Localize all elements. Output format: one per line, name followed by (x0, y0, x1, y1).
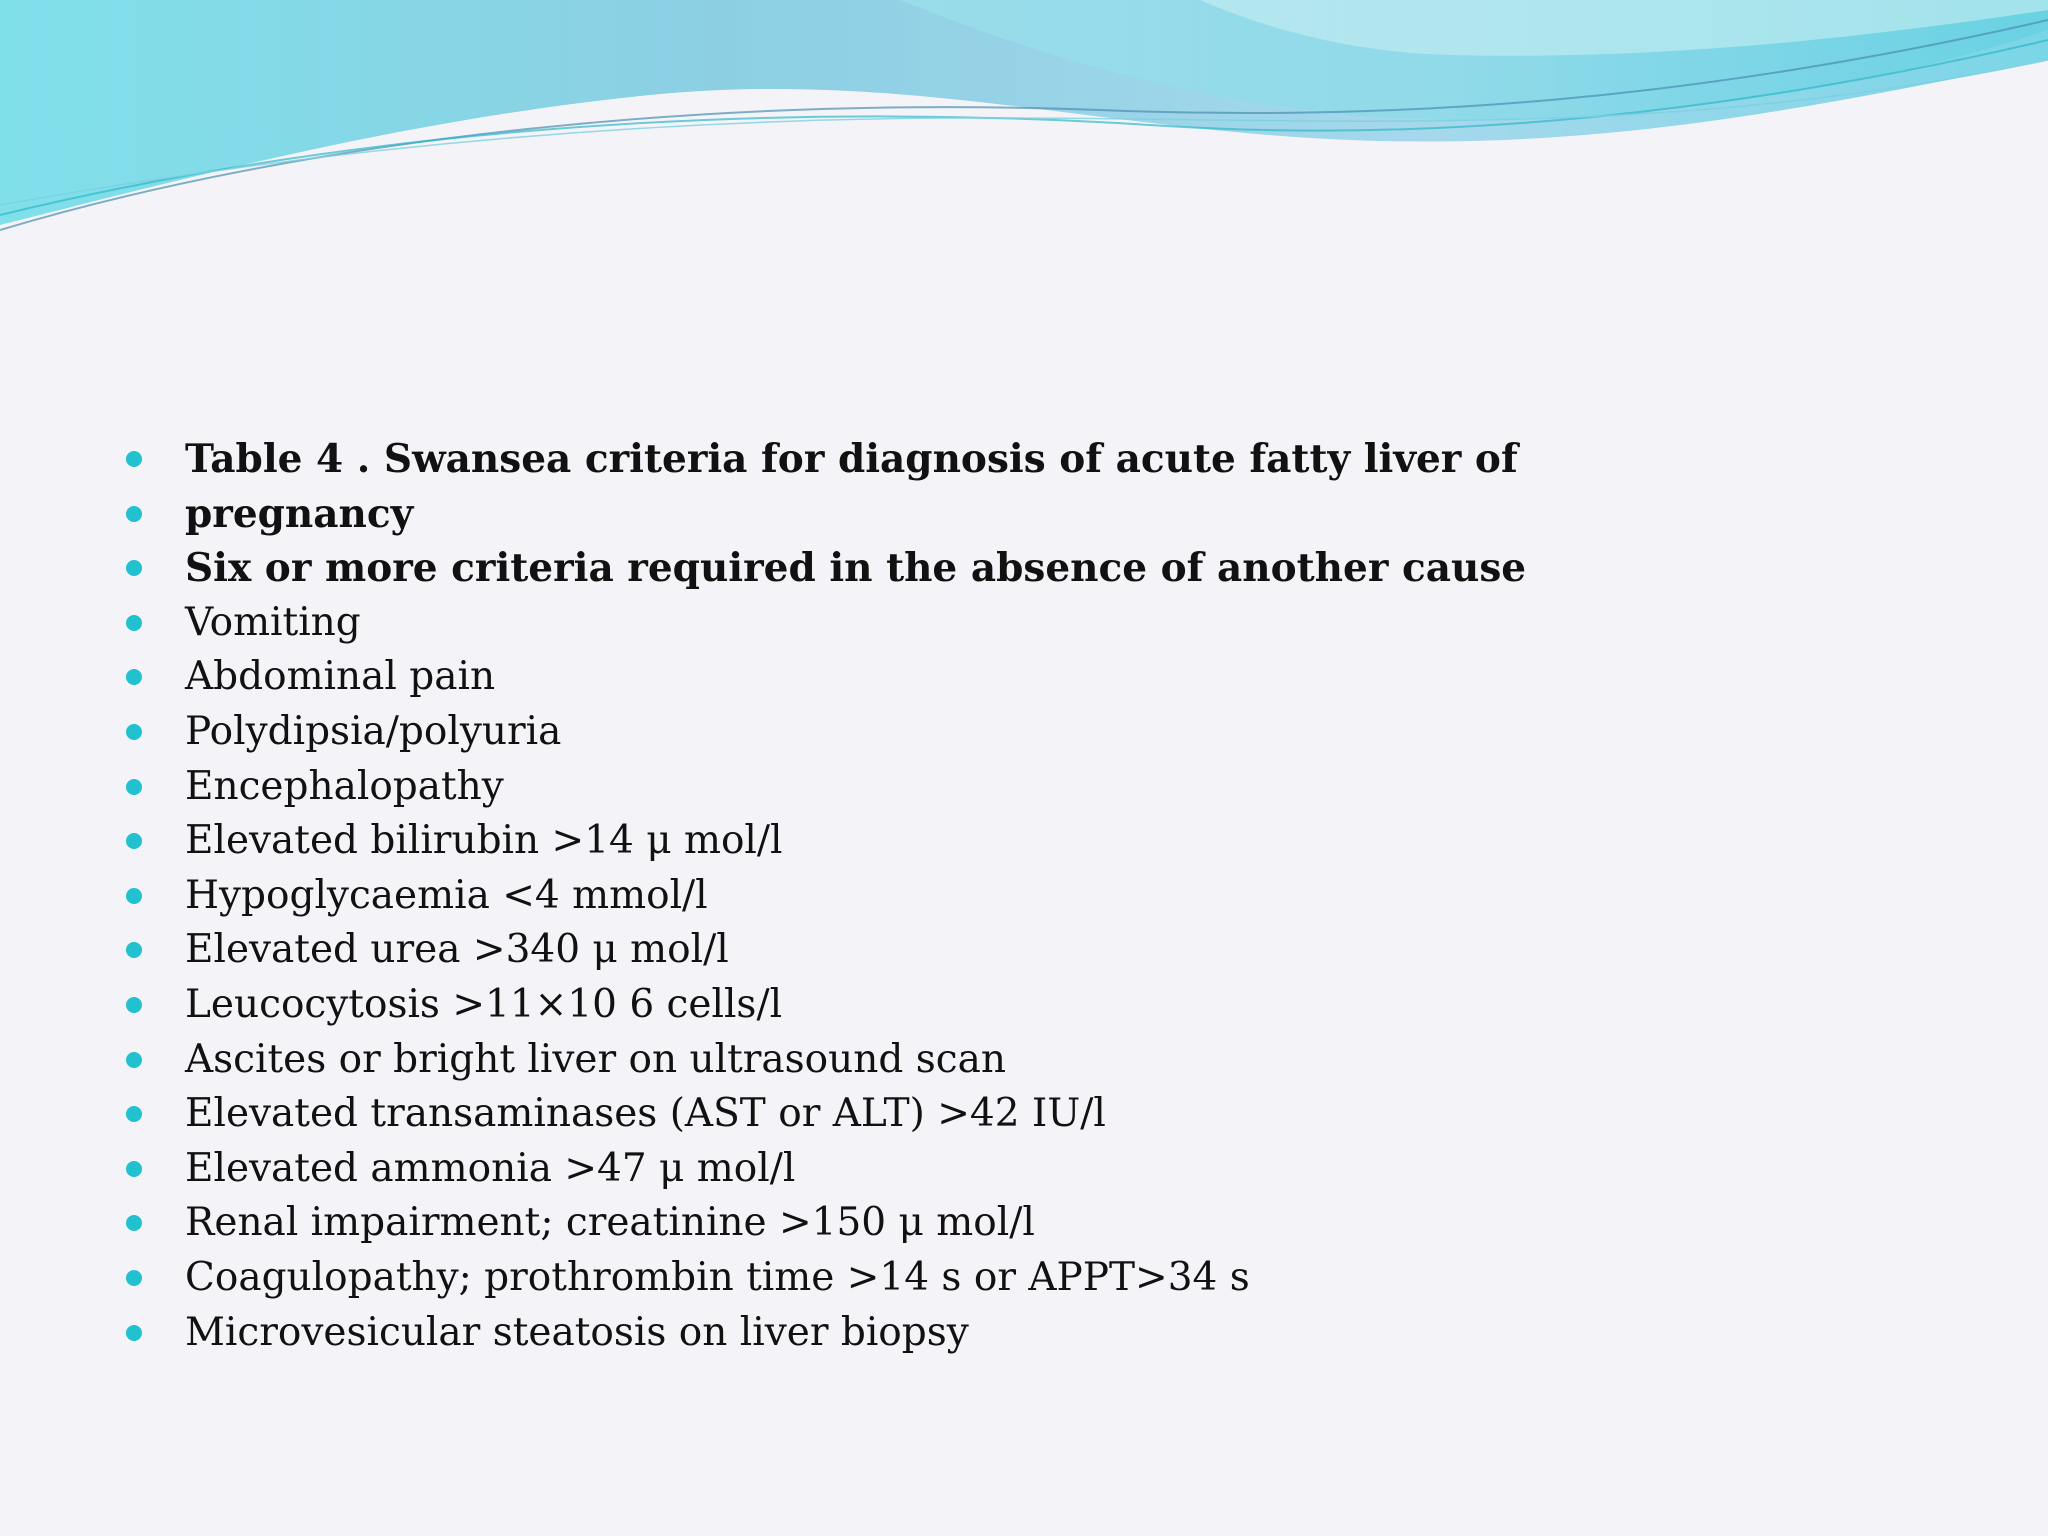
bullet-dot-icon (126, 997, 142, 1013)
bullet-dot-icon (126, 560, 142, 576)
list-item (120, 432, 1920, 487)
list-item-text: Elevated transaminases (AST or ALT) >42 IU/l (185, 1091, 1106, 1137)
bullet-dot-icon (126, 1215, 142, 1231)
criteria-list (120, 432, 1920, 1360)
list-item (120, 978, 1920, 1033)
list-item (120, 923, 1920, 978)
content-area (120, 432, 1920, 1360)
list-item (120, 1196, 1920, 1251)
list-item-text: Leucocytosis >11×10 6 cells/l (185, 981, 783, 1027)
bullet-dot-icon (126, 669, 142, 685)
list-item-text: pregnancy (185, 490, 414, 537)
list-item (120, 814, 1920, 869)
bullet-dot-icon (126, 724, 142, 740)
bullet-dot-icon (126, 506, 142, 522)
bullet-dot-icon (126, 1106, 142, 1122)
bullet-dot-icon (126, 451, 142, 467)
list-item-text: Renal impairment; creatinine >150 μ mol/l (185, 1200, 1035, 1246)
list-item (120, 1251, 1920, 1306)
list-item (120, 705, 1920, 760)
list-item-text: Coagulopathy; prothrombin time >14 s or APPT>34 s (185, 1254, 1250, 1300)
list-item (120, 760, 1920, 815)
bullet-dot-icon (126, 833, 142, 849)
list-item (120, 1306, 1920, 1361)
list-item (120, 869, 1920, 924)
header-wave-decoration (0, 0, 2048, 260)
bullet-dot-icon (126, 1270, 142, 1286)
list-item-text: Elevated urea >340 μ mol/l (185, 927, 729, 973)
bullet-dot-icon (126, 888, 142, 904)
list-item-text: Abdominal pain (185, 654, 496, 700)
list-item (120, 596, 1920, 651)
bullet-dot-icon (126, 779, 142, 795)
list-item-text: Table 4 . Swansea criteria for diagnosis of acute fatty liver of (185, 436, 1518, 482)
list-item-text: Elevated bilirubin >14 μ mol/l (185, 818, 783, 864)
bullet-dot-icon (126, 1161, 142, 1177)
list-item-text: Microvesicular steatosis on liver biopsy (185, 1309, 969, 1355)
list-item-text: Elevated ammonia >47 μ mol/l (185, 1145, 796, 1191)
bullet-dot-icon (126, 1325, 142, 1341)
bullet-dot-icon (126, 942, 142, 958)
list-item-text: Vomiting (185, 599, 361, 645)
list-item-text: Hypoglycaemia <4 mmol/l (185, 872, 708, 918)
bullet-dot-icon (126, 615, 142, 631)
list-item (120, 1033, 1920, 1088)
list-item-text: Encephalopathy (185, 763, 504, 809)
list-item-text: Six or more criteria required in the absence of another cause (185, 545, 1527, 592)
list-item (120, 1142, 1920, 1197)
list-item (120, 1087, 1920, 1142)
list-item-text: Ascites or bright liver on ultrasound scan (185, 1036, 1006, 1082)
list-item (120, 487, 1920, 542)
list-item-text: Polydipsia/polyuria (185, 708, 562, 754)
list-item (120, 541, 1920, 596)
list-item (120, 650, 1920, 705)
bullet-dot-icon (126, 1052, 142, 1068)
